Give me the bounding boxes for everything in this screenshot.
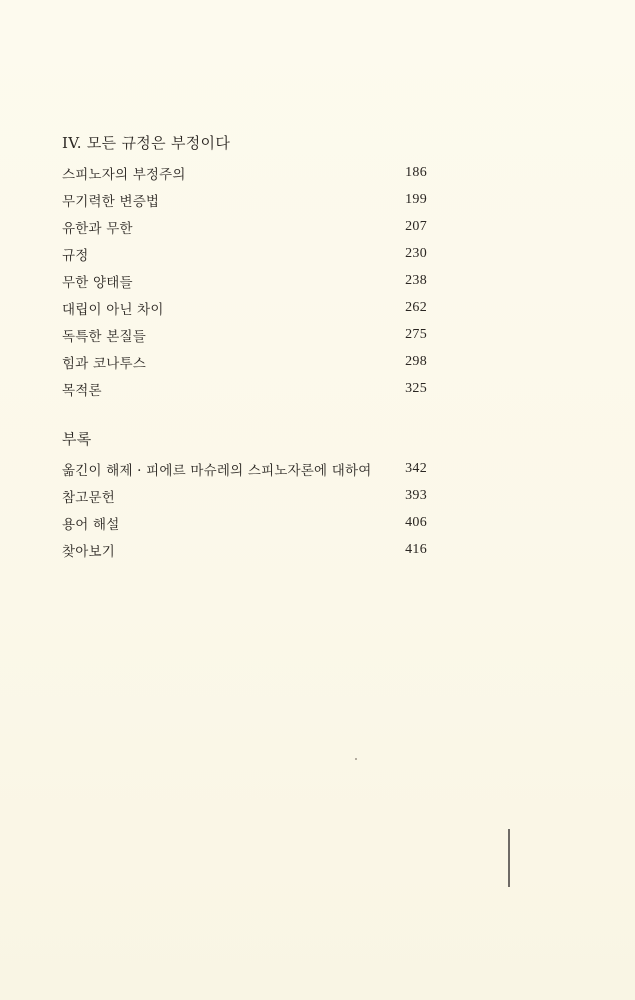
toc-entry[interactable] [62,213,427,240]
section-title: IV. 모든 규정은 부정이다 [62,134,231,152]
toc-entry[interactable] [62,321,427,348]
toc-entry-page: 186 [405,164,427,180]
toc-entry[interactable] [62,375,427,402]
toc-entry[interactable] [62,509,427,536]
margin-divider-line [508,829,510,887]
toc-entry-page: 325 [405,380,427,396]
toc-entry[interactable] [62,482,427,509]
toc-entry-title: 대립이 아닌 차이 [62,301,164,318]
toc-entry-title: 독특한 본질들 [62,328,146,345]
toc-entry-title: 참고문헌 [62,489,115,506]
toc-entry-page: 275 [405,326,427,342]
toc-entry-page: 230 [405,245,427,261]
toc-entry-title: 규정 [62,247,89,264]
toc-entry[interactable] [62,348,427,375]
toc-entry-title: 찾아보기 [62,543,115,560]
toc-entry[interactable] [62,186,427,213]
toc-entry-title: 힘과 코나투스 [62,355,146,372]
section-title: 부록 [62,430,92,448]
toc-entry-page: 342 [405,460,427,476]
toc-section-iv [62,132,427,402]
paper-speck [355,758,357,760]
toc-section-appendix [62,428,427,563]
toc-entry[interactable] [62,240,427,267]
toc-entry[interactable] [62,267,427,294]
toc-entry-page: 416 [405,541,427,557]
toc-entry-page: 406 [405,514,427,530]
toc-entry-title: 무한 양태들 [62,274,133,291]
toc-entry-page: 199 [405,191,427,207]
toc-entry[interactable] [62,294,427,321]
toc-entry-page: 298 [405,353,427,369]
toc-entry[interactable] [62,536,427,563]
toc-entry-page: 393 [405,487,427,503]
toc-entry[interactable] [62,455,427,482]
toc-entry-page: 262 [405,299,427,315]
toc-entry-title: 스피노자의 부정주의 [62,166,186,183]
toc-entry-title: 유한과 무한 [62,220,133,237]
toc-entry-title: 무기력한 변증법 [62,193,160,210]
toc-entry[interactable] [62,159,427,186]
toc-entry-title: 옮긴이 해제 · 피에르 마슈레의 스피노자론에 대하여 [62,462,372,479]
toc-entry-page: 238 [405,272,427,288]
toc-entry-title: 목적론 [62,382,102,399]
toc-entry-page: 207 [405,218,427,234]
toc-entry-title: 용어 해설 [62,516,120,533]
